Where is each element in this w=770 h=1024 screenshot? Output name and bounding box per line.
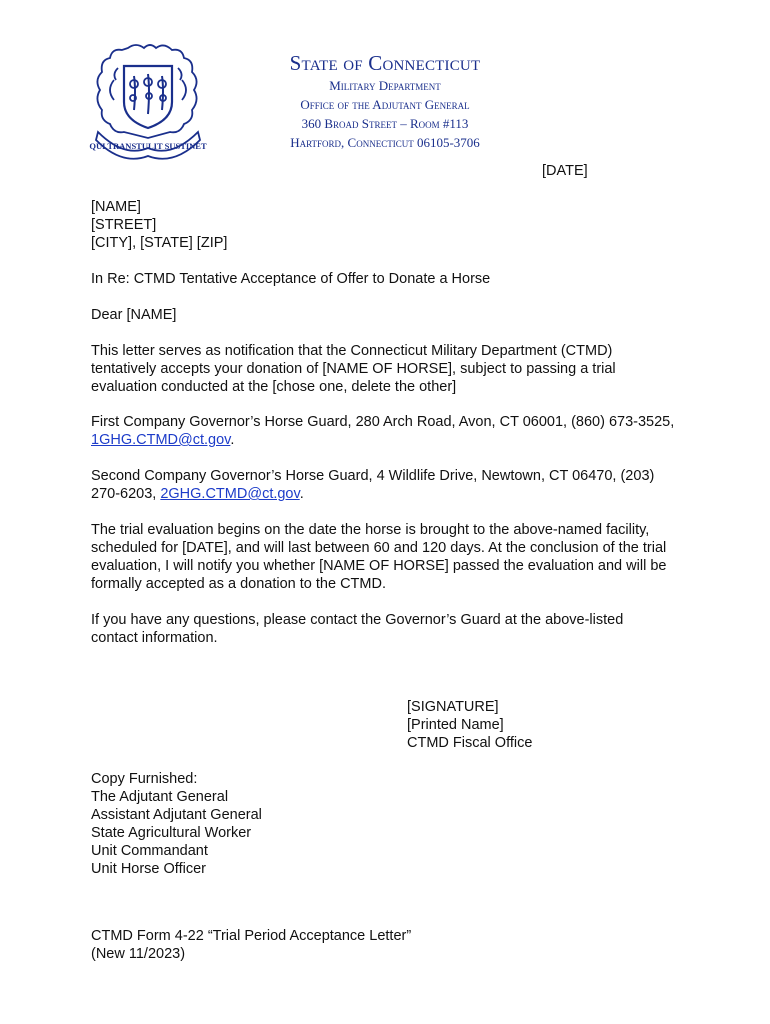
form-revision: (New 11/2023) bbox=[91, 946, 186, 962]
questions-paragraph: If you have any questions, please contact the Governor’s Guard at the above-listed contact information. bbox=[91, 612, 624, 646]
form-footer bbox=[91, 927, 411, 963]
signature-placeholder: [SIGNATURE] bbox=[407, 699, 499, 715]
second-company-paragraph: Second Company Governor’s Horse Guard, 4 Wildlife Drive, Newtown, CT 06470, (203) 270-6203, 2GHG.CTMD@ct.gov. bbox=[91, 468, 655, 502]
copy-furnished bbox=[91, 770, 262, 878]
first-company-text: First Company Governor’s Horse Guard, 280 Arch Road, Avon, CT 06001, (860) 673-3525, bbox=[91, 414, 675, 430]
second-company-text: Second Company Governor’s Horse Guard, 4 Wildlife Drive, Newtown, CT 06470, (203) 270-6203, bbox=[91, 468, 655, 502]
list-item: The Adjutant General bbox=[91, 789, 229, 805]
letterhead bbox=[220, 50, 550, 152]
letterhead-title: State of Connecticut bbox=[289, 51, 481, 75]
letterhead-city: Hartford, Connecticut 06105-3706 bbox=[290, 135, 480, 150]
signature-block bbox=[407, 698, 532, 752]
intro-paragraph: This letter serves as notification that the Connecticut Military Department (CTMD) tentatively accepts your donation of [NAME OF HORSE], subject to passing a trial evaluation conducted at the [chose one, delete the other] bbox=[91, 343, 616, 395]
second-company-email-link[interactable]: 2GHG.CTMD@ct.gov bbox=[160, 486, 300, 502]
trial-paragraph: The trial evaluation begins on the date the horse is brought to the above-named facility, scheduled for [DATE], and will last between 60 and 120 days. At the conclusion of the trial evaluation, I will notify you whether [NAME OF HORSE] passed the evaluation and will be formally accepted as a donation to the CTMD. bbox=[91, 522, 667, 592]
list-item: Assistant Adjutant General bbox=[91, 807, 262, 823]
list-item: State Agricultural Worker bbox=[91, 825, 252, 841]
letterhead-street: 360 Broad Street – Room #113 bbox=[301, 116, 469, 131]
signature-office: CTMD Fiscal Office bbox=[407, 735, 533, 751]
first-company-paragraph: First Company Governor’s Horse Guard, 280 Arch Road, Avon, CT 06001, (860) 673-3525, 1GHG.CTMD@ct.gov. bbox=[91, 414, 675, 448]
letter-date: [DATE] bbox=[542, 163, 588, 179]
salutation: Dear [NAME] bbox=[91, 307, 177, 323]
state-seal-icon bbox=[84, 40, 212, 160]
printed-name: [Printed Name] bbox=[407, 717, 504, 733]
recipient-street: [STREET] bbox=[91, 217, 157, 233]
subject-line: In Re: CTMD Tentative Acceptance of Offer to Donate a Horse bbox=[91, 271, 491, 287]
recipient-city: [CITY], [STATE] [ZIP] bbox=[91, 235, 228, 251]
seal-motto: QUI TRANSTULIT SUSTINET bbox=[89, 141, 207, 151]
first-company-email-link[interactable]: 1GHG.CTMD@ct.gov bbox=[91, 432, 231, 448]
letterhead-department: Military Department bbox=[329, 78, 441, 93]
list-item: Unit Horse Officer bbox=[91, 861, 206, 877]
recipient-name: [NAME] bbox=[91, 199, 141, 215]
list-item: Unit Commandant bbox=[91, 843, 208, 859]
copy-furnished-heading: Copy Furnished: bbox=[91, 771, 198, 787]
letterhead-office: Office of the Adjutant General bbox=[300, 97, 470, 112]
recipient-address bbox=[91, 198, 227, 252]
form-name: CTMD Form 4-22 “Trial Period Acceptance Letter” bbox=[91, 928, 412, 944]
